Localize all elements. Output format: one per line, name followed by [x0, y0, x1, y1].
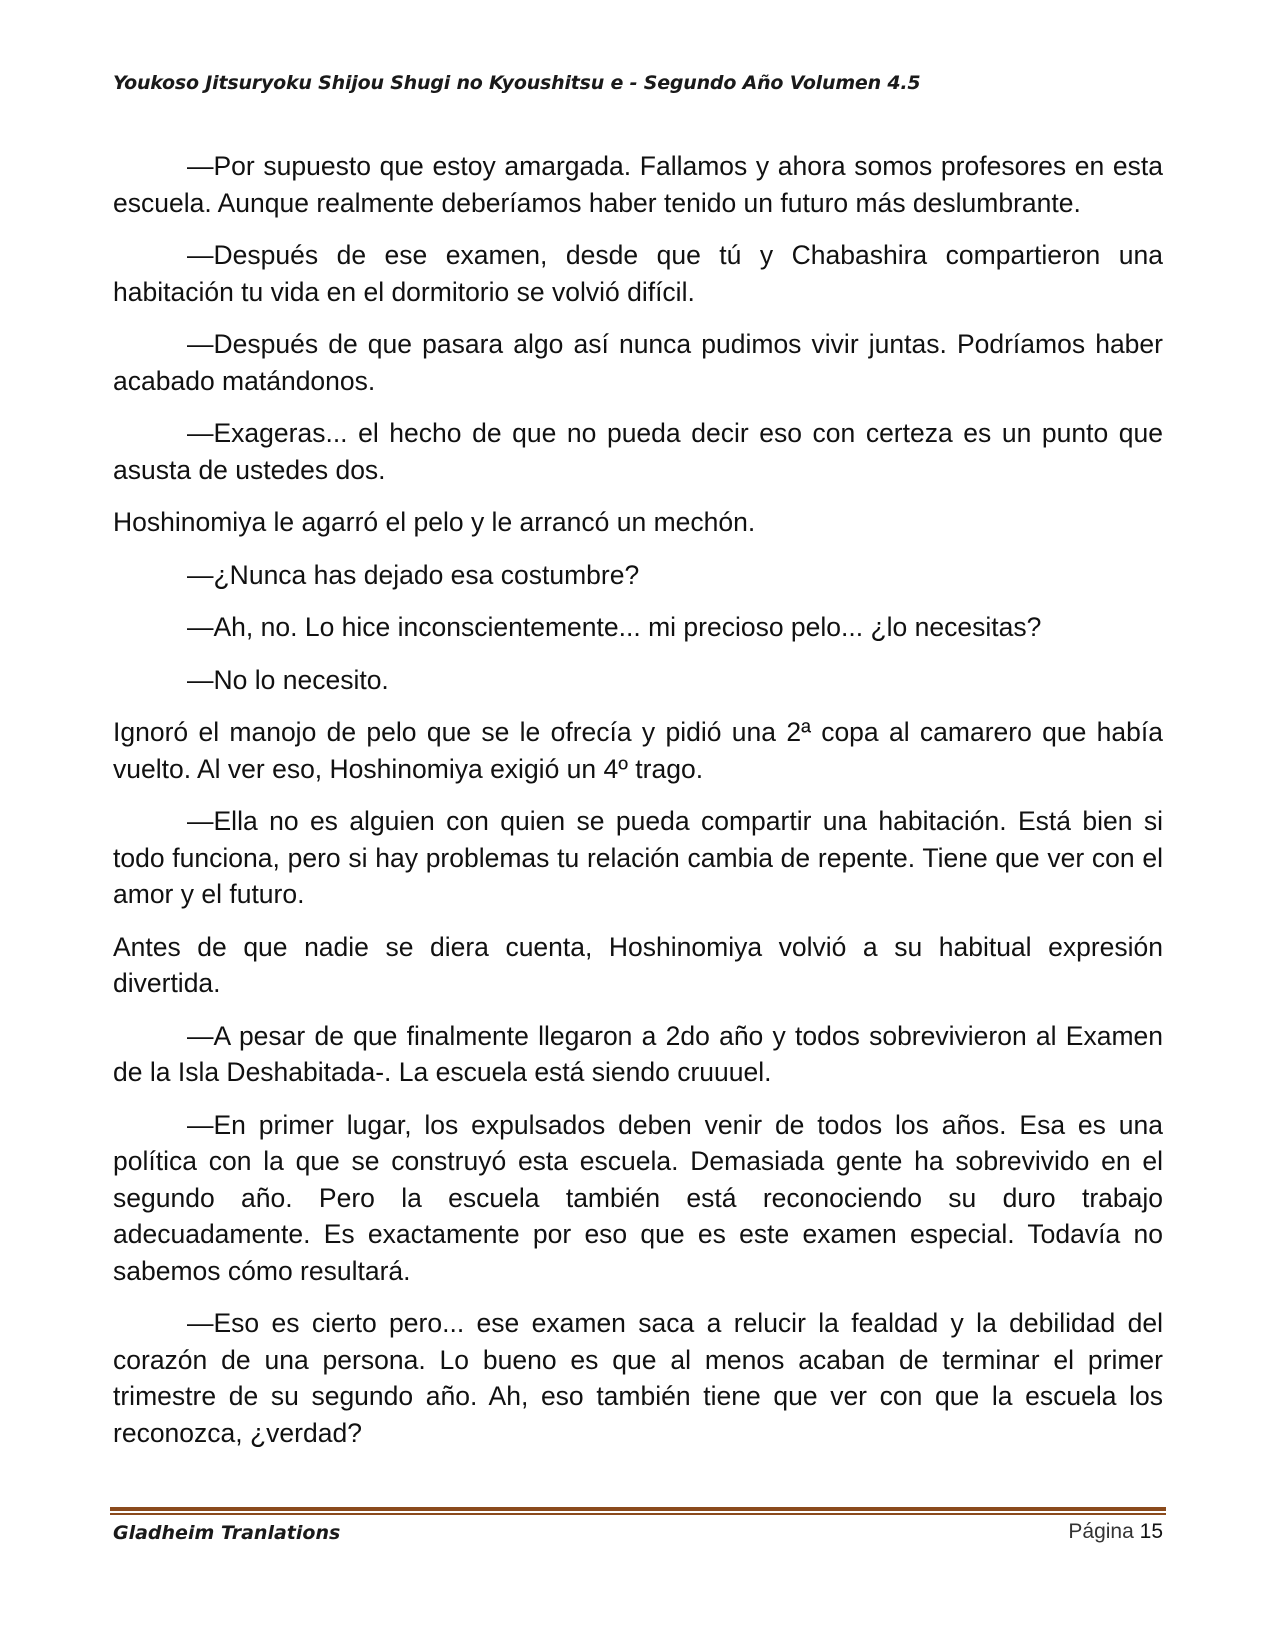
footer-divider-thin	[110, 1513, 1166, 1515]
paragraph: —En primer lugar, los expulsados deben venir de todos los años. Esa es una política con la que se construyó esta escuela. Demasiada gente ha sobrevivido en el segundo año. Pero la escuela también está reconociendo su duro trabajo adecuadamente. Es exactamente por eso que es este examen especial. Todavía no sabemos cómo resultará.	[113, 1109, 1163, 1286]
paragraph: —Por supuesto que estoy amargada. Fallamos y ahora somos profesores en esta escuela. Aunque realmente deberíamos haber tenido un futuro más deslumbrante.	[113, 151, 1163, 218]
paragraph: —No lo necesito.	[187, 664, 389, 695]
page-label: Página	[1068, 1520, 1134, 1543]
page-number-block	[1068, 1520, 1163, 1544]
paragraph: —Exageras... el hecho de que no pueda decir eso con certeza es un punto que asusta de ustedes dos.	[113, 418, 1163, 485]
running-header: Youkoso Jitsuryoku Shijou Shugi no Kyoushitsu e - Segundo Año Volumen 4.5	[113, 72, 921, 94]
paragraph: —Ah, no. Lo hice inconscientemente... mi precioso pelo... ¿lo necesitas?	[187, 612, 1042, 642]
page-number: 15	[1139, 1520, 1163, 1543]
footer-divider-thick	[110, 1507, 1166, 1511]
paragraph: —Ella no es alguien con quien se pueda compartir una habitación. Está bien si todo funciona, pero si hay problemas tu relación cambia de repente. Tiene que ver con el amor y el futuro.	[113, 806, 1163, 909]
paragraph: —Eso es cierto pero... ese examen saca a relucir la fealdad y la debilidad del corazón de una persona. Lo bueno es que al menos acaban de terminar el primer trimestre de su segundo año. Ah, eso también tiene que ver con que la escuela los reconozca, ¿verdad?	[113, 1308, 1163, 1448]
paragraph: —A pesar de que finalmente llegaron a 2do año y todos sobrevivieron al Examen de la Isla Deshabitada-. La escuela está siendo cruuuel.	[113, 1020, 1163, 1087]
paragraph: Antes de que nadie se diera cuenta, Hoshinomiya volvió a su habitual expresión divertida.	[113, 931, 1163, 998]
paragraph: —¿Nunca has dejado esa costumbre?	[187, 559, 640, 590]
paragraph: Ignoró el manojo de pelo que se le ofrecía y pidió una 2ª copa al camarero que había vuelto. Al ver eso, Hoshinomiya exigió un 4º trago.	[113, 717, 1163, 784]
footer-divider	[110, 1507, 1166, 1516]
paragraph: —Después de ese examen, desde que tú y Chabashira compartieron una habitación tu vida en el dormitorio se volvió difícil.	[113, 240, 1163, 307]
paragraph: Hoshinomiya le agarró el pelo y le arrancó un mechón.	[113, 507, 756, 537]
page-body	[113, 148, 1163, 1467]
paragraph: —Después de que pasara algo así nunca pudimos vivir juntas. Podríamos haber acabado matándonos.	[113, 329, 1163, 396]
footer-credit: Gladheim Tranlations	[113, 1522, 341, 1544]
